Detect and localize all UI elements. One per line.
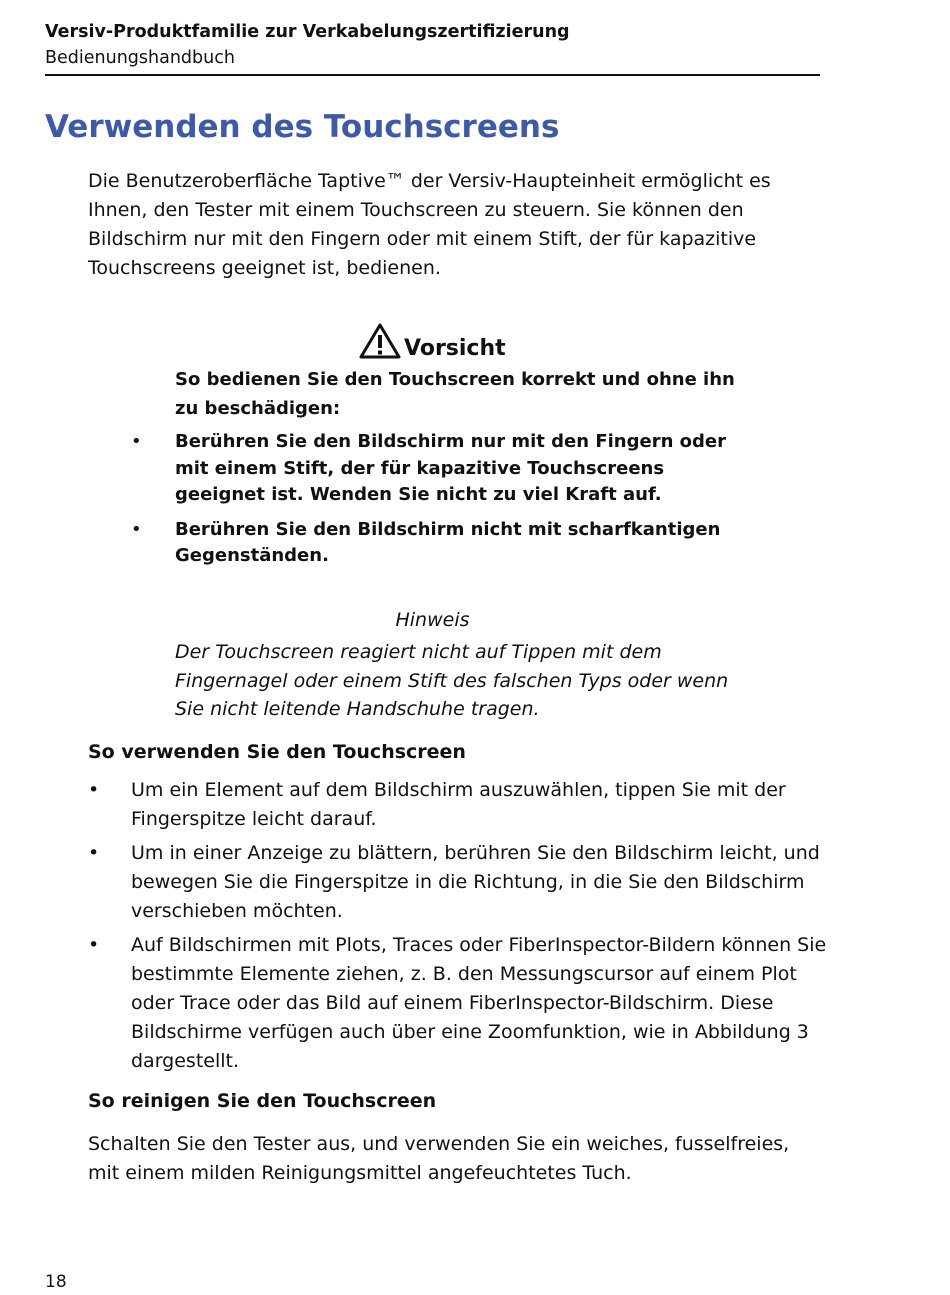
caution-item-text: Berühren Sie den Bildschirm nur mit den Fingern oder mit einem Stift, der für kapazitive Touchscreens geeignet ist. Wenden Sie nicht zu viel Kraft auf. [175,431,727,505]
list-item [88,776,831,834]
bullet: • [131,518,142,540]
use-list [88,776,831,1081]
caution-block [131,365,750,578]
caution-lead: So bedienen Sie den Touchscreen korrekt und ohne ihn zu beschädigen: [175,369,735,419]
bullet: • [88,779,100,801]
bullet: • [88,934,100,956]
clean-heading: So reinigen Sie den Touchscreen [88,1090,437,1112]
list-item-text: Um in einer Anzeige zu blättern, berühren Sie den Bildschirm leicht, und bewegen Sie die Fingerspitze in die Richtung, in die Sie den Bildschirm verschieben möchten. [131,842,820,922]
caution-item [131,429,750,509]
page-header [45,19,820,76]
intro-paragraph: Die Benutzeroberfläche Taptive™ der Versiv-Haupteinheit ermöglicht es Ihnen, den Tester mit einem Touchscreen zu steuern. Sie können den Bildschirm nur mit den Fingern oder mit einem Stift, der für kapazitive Touchscreens geeignet ist, bedienen. [88,170,771,279]
caution-item [131,517,750,570]
page-number: 18 [45,1272,67,1292]
caution-item-text: Berühren Sie den Bildschirm nicht mit scharfkantigen Gegenständen. [175,518,721,566]
list-item [88,839,831,926]
document-title: Versiv-Produktfamilie zur Verkabelungszertifizierung [45,22,570,42]
bullet: • [131,431,142,452]
list-item-text: Um ein Element auf dem Bildschirm auszuwählen, tippen Sie mit der Fingerspitze leicht darauf. [131,779,786,830]
caution-label: Vorsicht [404,335,506,361]
caution-list [131,429,750,570]
list-item-text: Auf Bildschirmen mit Plots, Traces oder FiberInspector-Bildern können Sie bestimmte Elemente ziehen, z. B. den Messungscursor auf einem Plot oder Trace oder das Bild auf einem FiberInspector-Bildschirm. Diese Bildschirme verfügen auch über eine Zoomfunktion, wie in Abbildung 3 dargestellt. [131,934,827,1072]
use-heading: So verwenden Sie den Touchscreen [88,741,466,763]
section-title: Verwenden des Touchscreens [45,109,560,145]
list-item [88,931,831,1076]
bullet: • [88,842,100,864]
document-subtitle: Bedienungshandbuch [45,48,235,68]
note-title: Hinweis [395,609,470,631]
note-text: Der Touchscreen reagiert nicht auf Tippen mit dem Fingernagel oder einem Stift des falschen Typs oder wenn Sie nicht leitende Handschuhe tragen. [175,641,729,720]
clean-paragraph: Schalten Sie den Tester aus, und verwenden Sie ein weiches, fusselfreies, mit einem milden Reinigungsmittel angefeuchtetes Tuch. [88,1133,790,1184]
